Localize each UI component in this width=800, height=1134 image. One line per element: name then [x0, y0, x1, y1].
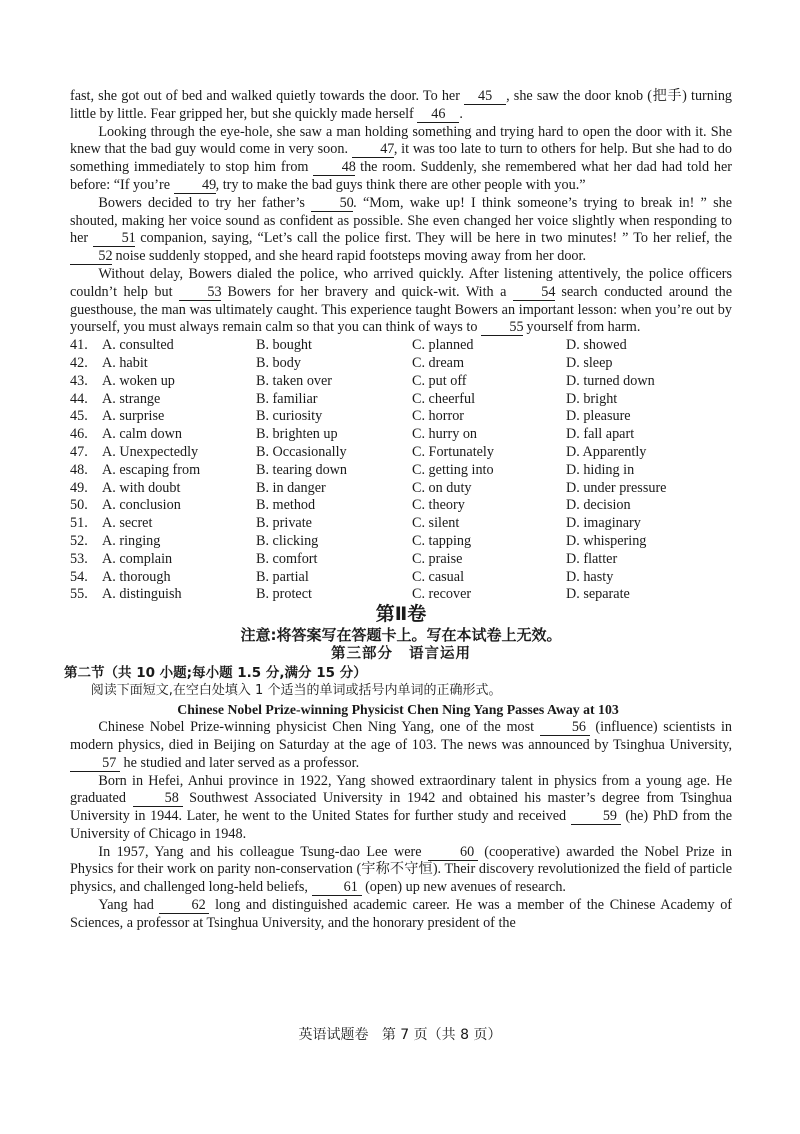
option-c: C. put off [412, 372, 467, 389]
question-number: 51. [70, 515, 88, 532]
option-a: A. strange [102, 390, 161, 407]
option-b: B. comfort [256, 550, 318, 567]
option-a: A. calm down [102, 426, 182, 443]
instruction: 阅读下面短文,在空白处填入 1 个适当的单词或括号内单词的正确形式。 [90, 683, 502, 699]
question-number: 45. [70, 408, 88, 425]
option-c: C. horror [412, 408, 465, 425]
passage-text: , try to make the bad guys think there are other people with you.” [215, 176, 586, 193]
article-text: he studied and later served as a professor. [123, 754, 360, 771]
article-text: Chinese Nobel Prize-winning physicist Chen Ning Yang, one of the most [98, 719, 535, 736]
article-text: Southwest Associated University in 1942 and obtained his master’s degree from Tsinghua University in 1944. Later, he went to the United States for further study and received [70, 790, 733, 825]
article-paragraph [70, 897, 732, 933]
option-row [70, 569, 732, 587]
option-b: B. bought [256, 337, 312, 354]
passage-paragraph [70, 88, 732, 124]
option-d: D. hiding in [566, 461, 635, 478]
blank-61: 61 [312, 880, 362, 896]
option-row [70, 533, 732, 551]
passage-text: Bowers decided to try her father’s [98, 194, 305, 211]
question-number: 47. [70, 443, 88, 460]
question-number: 41. [70, 337, 88, 354]
blank-58: 58 [133, 791, 183, 807]
option-c: C. tapping [412, 532, 472, 549]
article-title: Chinese Nobel Prize-winning Physicist Chen Ning Yang Passes Away at 103 [177, 702, 619, 718]
question-number: 44. [70, 390, 88, 407]
blank-46: 46 [417, 107, 459, 123]
passage-text: search conducted around the guesthouse, the man was ultimately caught. This experience taught Bowers an important lesson: when you’re out by yourself, you must always remain calm so that you can think of ways to [70, 283, 733, 336]
option-d: D. whispering [566, 532, 647, 549]
option-a: A. ringing [102, 532, 161, 549]
passage-text: Bowers for her bravery and quick-wit. With a [227, 283, 507, 300]
article-text: (influence) scientists in modern physics, died in Beijing on Saturday at the age of 103. The news was announced by Tsinghua University, [70, 719, 733, 753]
option-a: A. escaping from [102, 461, 201, 478]
blank-62: 62 [159, 898, 209, 914]
section-header: 第二节（共 10 小题;每小题 1.5 分,满分 15 分） [64, 665, 367, 682]
option-d: D. flatter [566, 550, 618, 567]
part-title [70, 645, 732, 664]
blank-59: 59 [571, 809, 621, 825]
passage-text: , she saw the door knob (把手) turning little by little. Fear gripped her, but she quickly made herself [70, 88, 733, 122]
option-b: B. partial [256, 568, 309, 585]
option-d: D. hasty [566, 568, 614, 585]
option-c: C. hurry on [412, 426, 478, 443]
option-a: A. woken up [102, 372, 175, 389]
option-b: B. in danger [256, 479, 326, 496]
blank-47: 47 [352, 142, 394, 158]
article-text: In 1957, Yang and his colleague Tsung-dao Lee were [98, 843, 422, 860]
option-d: D. separate [566, 586, 630, 603]
options-list [70, 337, 732, 604]
page-footer [0, 1024, 800, 1044]
passage-text: . [459, 105, 463, 122]
option-a: A. distinguish [102, 586, 182, 603]
option-b: B. private [256, 515, 312, 532]
option-c: C. cheerful [412, 390, 476, 407]
blank-56: 56 [540, 720, 590, 736]
part-name: 语言运用 [409, 646, 471, 663]
question-number: 54. [70, 568, 88, 585]
option-a: A. thorough [102, 568, 171, 585]
option-d: D. Apparently [566, 443, 647, 460]
article-text: (cooperative) awarded the Nobel Prize in Physics for their work on parity non-conservation (宇称不守恒). Their discovery revolutionized the field of particle physics, and challenged long-held beliefs, [70, 843, 732, 896]
blank-54: 54 [513, 285, 555, 301]
option-b: B. brighten up [256, 426, 338, 443]
volume-title: 第Ⅱ卷 [375, 603, 427, 626]
option-row [70, 462, 732, 480]
option-c: C. on duty [412, 479, 472, 496]
option-b: B. protect [256, 586, 312, 603]
option-row [70, 355, 732, 373]
option-row [70, 444, 732, 462]
part-label: 第三部分 [331, 646, 393, 663]
blank-52: 52 [70, 249, 112, 265]
option-a: A. consulted [102, 337, 174, 354]
option-b: B. method [256, 497, 316, 514]
option-row [70, 426, 732, 444]
option-b: B. tearing down [256, 461, 348, 478]
passage-text: Without delay, Bowers dialed the police, who arrived quickly. After listening attentively, the police officers couldn’t help but [70, 265, 732, 300]
option-b: B. familiar [256, 390, 318, 407]
option-d: D. pleasure [566, 408, 631, 425]
passage-text: yourself from harm. [526, 319, 641, 336]
question-number: 46. [70, 426, 88, 443]
option-a: A. with doubt [102, 479, 181, 496]
passage-text: companion, saying, “Let’s call the police first. They will be here in two minutes! ” To her relief, the [140, 230, 733, 247]
article-text: Born in Hefei, Anhui province in 1922, Yang showed extraordinary talent in physics from a young age. He graduated [70, 772, 732, 807]
option-a: A. complain [102, 550, 173, 567]
notice: 注意:将答案写在答题卡上。写在本试卷上无效。 [240, 626, 562, 645]
option-c: C. casual [412, 568, 465, 585]
option-c: C. theory [412, 497, 465, 514]
option-row [70, 337, 732, 355]
blank-50: 50 [311, 196, 353, 212]
question-number: 53. [70, 550, 88, 567]
option-row [70, 551, 732, 569]
option-c: C. dream [412, 354, 465, 371]
question-number: 50. [70, 497, 88, 514]
passage-text: noise suddenly stopped, and she heard rapid footsteps moving away from her door. [115, 248, 586, 265]
option-b: B. body [256, 354, 301, 371]
article-text: (he) PhD from the University of Chicago in 1948. [70, 808, 733, 842]
blank-55: 55 [481, 320, 523, 336]
option-d: D. sleep [566, 354, 613, 371]
passage-paragraph [70, 124, 732, 195]
option-a: A. surprise [102, 408, 165, 425]
article-text: (open) up new avenues of research. [365, 879, 566, 896]
passage-text: the room. Suddenly, she remembered what her dad had told her before: “If you’re [70, 159, 733, 193]
passage-text: . “Mom, wake up! I think someone’s trying to break in! ” she shouted, making her voice sound as confident as possible. She even changed her voice slightly when responding to her [70, 194, 732, 247]
article-text: Yang had [98, 897, 154, 914]
option-a: A. Unexpectedly [102, 443, 199, 460]
question-number: 48. [70, 461, 88, 478]
option-a: A. habit [102, 354, 148, 371]
question-number: 49. [70, 479, 88, 496]
option-c: C. getting into [412, 461, 494, 478]
option-a: A. conclusion [102, 497, 181, 514]
option-d: D. fall apart [566, 426, 635, 443]
option-d: D. turned down [566, 372, 655, 389]
passage-paragraph [70, 266, 732, 337]
option-d: D. bright [566, 390, 618, 407]
option-b: B. clicking [256, 532, 319, 549]
option-d: D. showed [566, 337, 627, 354]
passage-paragraph [70, 195, 732, 266]
blank-60: 60 [428, 845, 478, 861]
option-c: C. recover [412, 586, 472, 603]
article-paragraph [70, 719, 732, 772]
blank-49: 49 [174, 178, 216, 194]
option-d: D. decision [566, 497, 631, 514]
exam-page [64, 88, 733, 933]
option-row [70, 373, 732, 391]
question-number: 43. [70, 372, 88, 389]
option-c: C. planned [412, 337, 474, 354]
footer-subject: 英语试题卷 [298, 1027, 369, 1043]
question-number: 42. [70, 354, 88, 371]
option-row [70, 480, 732, 498]
option-b: B. Occasionally [256, 443, 347, 460]
option-b: B. curiosity [256, 408, 323, 425]
passage-text: fast, she got out of bed and walked quietly towards the door. To her [70, 88, 460, 104]
option-d: D. imaginary [566, 515, 641, 532]
option-row [70, 497, 732, 515]
option-row [70, 515, 732, 533]
passage-text: Looking through the eye-hole, she saw a man holding something and trying hard to open the door with it. She knew that the bad guy would come in very soon. [70, 123, 732, 158]
option-row [70, 391, 732, 409]
blank-48: 48 [313, 160, 355, 176]
blank-57: 57 [70, 756, 120, 772]
option-b: B. taken over [256, 372, 333, 389]
article-text: long and distinguished academic career. He was a member of the Chinese Academy of Sciences, a professor at Tsinghua University, and the honorary president of the [70, 897, 733, 931]
option-row [70, 408, 732, 426]
blank-53: 53 [179, 285, 221, 301]
article-paragraph [70, 844, 732, 897]
option-d: D. under pressure [566, 479, 667, 496]
question-number: 55. [70, 586, 88, 603]
article-paragraph [70, 773, 732, 844]
option-c: C. silent [412, 515, 460, 532]
blank-51: 51 [93, 231, 135, 247]
question-number: 52. [70, 532, 88, 549]
blank-45: 45 [464, 89, 506, 105]
option-a: A. secret [102, 515, 153, 532]
passage-text: , it was too late to turn to others for help. But she had to do something immediately to stop him from [70, 141, 733, 176]
option-c: C. praise [412, 550, 463, 567]
footer-page: 第 7 页（共 8 页） [381, 1027, 502, 1043]
option-c: C. Fortunately [412, 443, 494, 460]
